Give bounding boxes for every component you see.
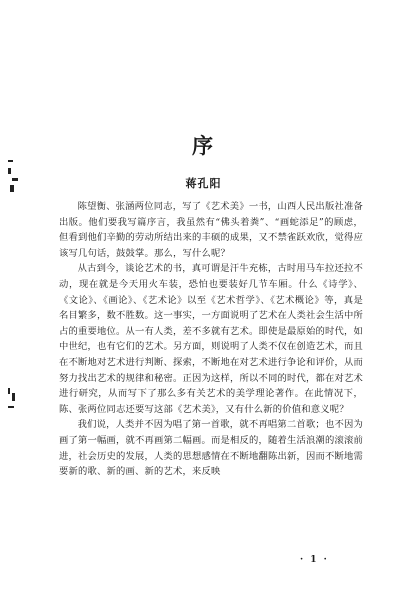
scan-mark xyxy=(12,393,15,401)
author-name: 蒋孔阳 xyxy=(185,177,222,190)
scan-mark xyxy=(8,406,14,408)
scan-mark xyxy=(8,168,11,174)
paragraph: 我们说，人类并不因为唱了第一首歌，就不再唱第二首歌；也不因为画了第一幅画，就不再画第二幅画。而是相反的，随着生活浪潮的滚滚前进，社会历史的发展，人类的思想感情在不断地翻陈出新，因而不断地需要新的歌、新的画、新的艺术，来反映 xyxy=(59,419,363,478)
scan-mark xyxy=(8,160,13,162)
scan-mark xyxy=(8,388,10,394)
paragraph: 陈望衡、张涵两位同志，写了《艺术美》一书，山西人民出版社准备出版。他们要我写篇序言，我虽然有“佛头着粪”、“画蛇添足”的顾虑，但看到他们辛勤的劳动所结出来的丰硕的成果，又不禁雀跃欢欣，觉得应该写几句话，鼓鼓掌。那么，写什么呢？ xyxy=(59,201,363,259)
paragraph: 从古到今，谈论艺术的书，真可谓是汗牛充栋，古时用马车拉还拉不动，现在就是今天用火车装，恐怕也要装好几节车厢。什么《诗学》、《文论》、《画论》、《艺术论》以至《艺术哲学》、《艺术概论》等，真是名目繁多，数不胜数。这一事实，一方面说明了艺术在人类社会生活中所占的重要地位。从一有人类，差不多就有艺术。即使是最原始的时代，如中世纪，也有它们的艺术。另方面，则说明了人类不仅在创造艺术，而且在不断地对艺术进行判断、探索，不断地在对艺术进行争论和评价，从而努力找出艺术的规律和秘密。正因为这样，所以不同的时代，都在对艺术进行研究，从而写下了那么多有关艺术的美学理论著作。在此情况下，陈、张两位同志还要写这部《艺术美》，又有什么新的价值和意义呢？ xyxy=(59,263,363,415)
page-title: 序 xyxy=(192,133,215,158)
page-number: · 1 · xyxy=(300,555,329,565)
body-text xyxy=(59,199,363,480)
